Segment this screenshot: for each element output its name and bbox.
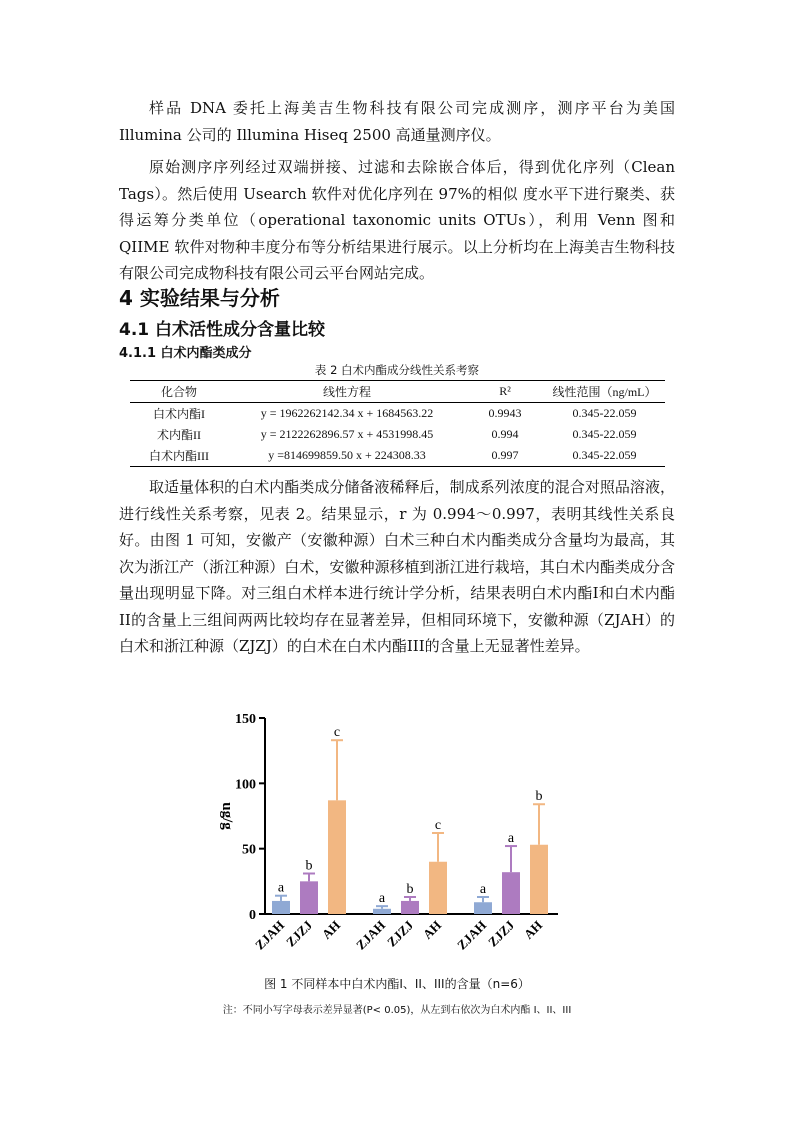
table-cell: y = 1962262142.34 x + 1684563.22: [260, 406, 434, 420]
y-tick-label: 150: [235, 712, 256, 727]
significance-letter: a: [378, 891, 386, 907]
significance-letter: a: [479, 882, 487, 898]
bar-zjah: [373, 909, 391, 914]
table-row: [130, 445, 665, 467]
table-cell: 0.994: [491, 427, 519, 441]
bar-ah: [328, 800, 346, 914]
table-header-cell: 线性范围（ng/mL）: [544, 381, 665, 403]
table-cell: 白术内酯III: [130, 445, 228, 467]
x-tick-label: ZJZJ: [384, 917, 417, 950]
x-tick-label: ZJZJ: [485, 917, 518, 950]
significance-letter: a: [277, 880, 285, 896]
table-cell: y = 2122262896.57 x + 4531998.45: [260, 427, 434, 441]
significance-letter: c: [434, 817, 442, 833]
figure-note: 注：不同小写字母表示差异显著(P< 0.05)，从左到右依次为白术内酯 I、II、III: [222, 1005, 572, 1016]
x-tick-label: ZJAH: [352, 917, 389, 953]
table-header-row: [130, 381, 665, 403]
y-tick-label: 0: [249, 908, 256, 923]
table-row: [130, 403, 665, 425]
y-tick-label: 100: [235, 777, 256, 793]
x-tick-label: AH: [318, 917, 344, 942]
x-tick-label: AH: [520, 917, 546, 942]
table-header-cell: 化合物: [130, 381, 228, 403]
table-cell: 白术内酯I: [153, 407, 205, 421]
table-header-cell: R²: [466, 381, 544, 403]
table-cell: 0.345-22.059: [544, 445, 665, 467]
bar-zjzj: [502, 872, 520, 914]
table-cell: y =814699859.50 x + 224308.33: [228, 445, 466, 467]
significance-letter: a: [507, 831, 515, 847]
bar-ah: [530, 845, 548, 914]
table-caption: 表 2 白术内酯成分线性关系考察: [314, 363, 480, 377]
bar-zjah: [474, 902, 492, 914]
table-header-cell: 线性方程: [228, 381, 466, 403]
y-tick-label: 50: [242, 842, 256, 858]
significance-letter: b: [406, 882, 414, 898]
bar-ah: [429, 862, 447, 914]
x-tick-label: ZJAH: [251, 917, 288, 953]
significance-letter: b: [305, 858, 313, 874]
paragraph-processing: 原始测序序列经过双端拼接、过滤和去除嵌合体后，得到优化序列（Clean Tags）。然后使用 Usearch 软件对优化序列在 97%的相似 度水平下进行聚类、获得运筹分类单位（operational taxonomic units OTUs），利用 Venn 图和 QIIME 软件对物种丰度分布等分析结果进行展示。以上分析均在上海美吉生物科技有限公司完成物科技有限公司云平台网站完成。: [119, 158, 675, 282]
bar-zjah: [272, 901, 290, 914]
bar-zjzj: [300, 881, 318, 914]
y-axis-label: ug/g: [219, 802, 235, 830]
table-cell: 0.345-22.059: [572, 406, 637, 420]
bar-zjzj: [401, 901, 419, 914]
linearity-table: [130, 380, 665, 467]
paragraph-results: 取适量体积的白术内酯类成分储备液稀释后，制成系列浓度的混合对照品溶液，进行线性关系考察，见表 2。结果显示，r 为 0.994～0.997，表明其线性关系良好。由图 1 可知，安徽产（安徽种源）白术三种白术内酯类成分含量均为最高，其次为浙江产（浙江种源）白术，安徽种源移植到浙江进行栽培，其白术内酯类成分含量出现明显下降。对三组白术样本进行统计学分析，结果表明白术内酯I和白术内酯II的含量上三组间两两比较均存在显著差异，但相同环境下，安徽种源（ZJAH）的白术和浙江种源（ZJZJ）的白术在白术内酯III的含量上无显著性差异。: [119, 478, 675, 655]
table-row: [130, 424, 665, 445]
subsection-heading: 4.1 白术活性成分含量比较: [119, 320, 326, 340]
x-tick-label: AH: [419, 917, 445, 942]
x-tick-label: ZJAH: [453, 917, 490, 953]
subsubsection-heading: 4.1.1 白术内酯类成分: [119, 346, 252, 361]
significance-letter: b: [535, 789, 543, 805]
table-cell: 0.345-22.059: [572, 427, 637, 441]
table-cell: 0.9943: [488, 406, 522, 420]
paragraph-sequencing: 样品 DNA 委托上海美吉生物科技有限公司完成测序，测序平台为美国 Illumina 公司的 Illumina Hiseq 2500 高通量测序仪。: [119, 99, 675, 144]
table-cell: 0.997: [466, 445, 544, 467]
significance-letter: c: [333, 725, 341, 741]
figure-caption: 图 1 不同样本中白术内酯I、II、III的含量（n=6）: [264, 977, 530, 991]
table-cell: 术内酯II: [157, 428, 201, 442]
section-heading: 4 实验结果与分析: [119, 286, 280, 310]
x-tick-label: ZJZJ: [283, 917, 316, 950]
lactone-content-chart: [190, 705, 570, 970]
